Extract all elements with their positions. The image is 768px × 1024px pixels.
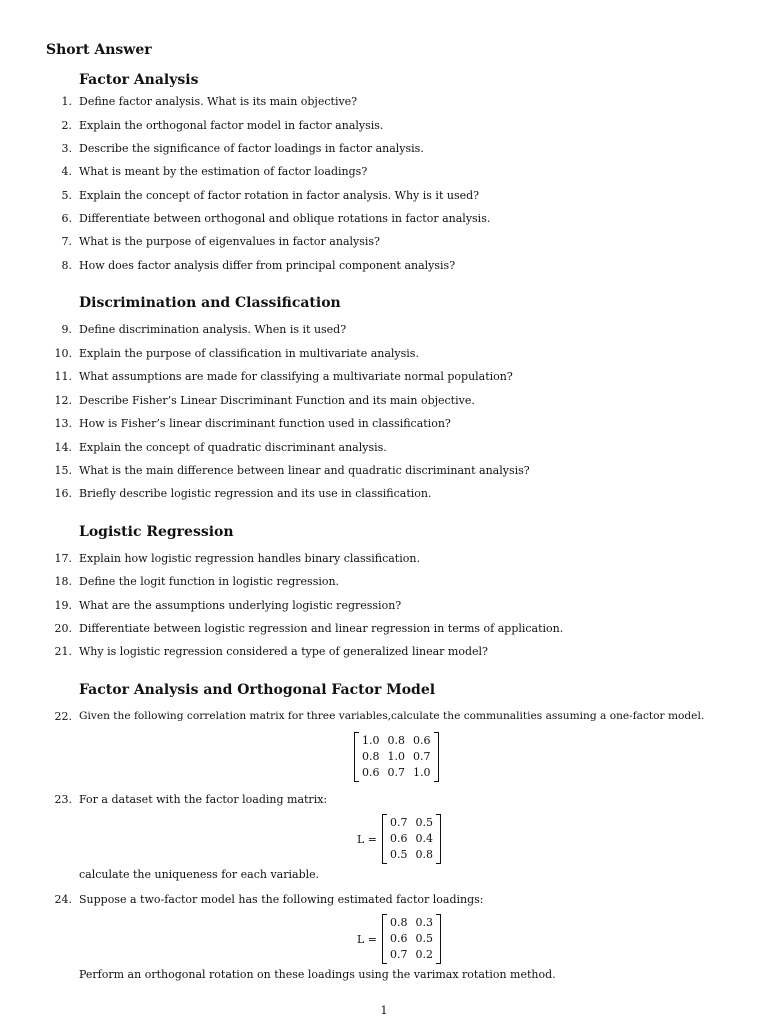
factor-loading-matrix-23	[357, 814, 441, 864]
document-page: Short Answer Factor Analysis 1. Define factor analysis. What is its main objective? 2. Explain the orthogonal factor model in factor analysis. 3. Describe the significance of factor loadings in factor analysis. 4. What is meant by the estimation of factor loadings? 5. Explain the concept of factor rotation in factor analysis. Why is it used? 6. Differentiate between orthogonal and oblique rotations in factor analysis. 7. What is the purpose of eigenvalues in factor analysis? 8. How does factor analysis differ from principal component analysis? Discrimination and Classification 9. Define discrimination analysis. When is it used? 10. Explain the purpose of classification in multivariate analysis. 11. What assumptions are made for classifying a multivariate normal population? 12. Describe Fisher’s Linear Discriminant Function and its main objective. 13. How is Fisher’s linear discriminant function used in classification? 14. Explain the concept of quadratic discriminant analysis. 15. What is the main difference between linear and quadratic discriminant analysis? 16. Briefly describe logistic regression and its use in classification. Logistic Regression 17. Explain how logistic regression handles binary classification. 18. Define the logit function in logistic regression. 19. What are the assumptions underlying logistic regression? 20. Differentiate between logistic regression and linear regression in terms of application. 21. Why is logistic regression considered a type of generalized linear model? Factor Analysis and Orthogonal Factor Model 22. Given the following correlation matrix for three variables,calculate the communalities assuming a one-factor model. 1.0 0.8 0.6 0.8 1.0 0.7 0.6 0.7 1.0 23. For a dataset with the factor loading matrix: L = 0.7 0.5 0.6 0.4 0.5 0.8 calculate the uniqueness for each variable. 24. Suppose a two-factor model has the following estimated factor loadings: L = 0.8 0.3 0.6 0.5 0.7 0.2 Perform an orthogonal rotation on these loadings using the varimax rotation method. 1	[0, 0, 768, 1024]
section-title-logistic-regression: Logistic Regression	[79, 524, 234, 540]
matrix-brackets: 0.8 0.3 0.6 0.5 0.7 0.2	[382, 914, 441, 964]
page-heading: Short Answer	[46, 42, 152, 58]
matrix-brackets: 1.0 0.8 0.6 0.8 1.0 0.7 0.6 0.7 1.0	[354, 732, 439, 782]
paragraph-text: Perform an orthogonal rotation on these loadings using the varimax rotation method.	[79, 968, 556, 981]
paragraph-text: calculate the uniqueness for each variable.	[79, 868, 320, 881]
section-title-discrimination: Discrimination and Classification	[79, 295, 341, 311]
section-title-factor-analysis: Factor Analysis	[79, 72, 199, 88]
matrix-label: L =	[357, 832, 378, 846]
matrix-label: L =	[357, 932, 378, 946]
section-title-orthogonal-factor-model: Factor Analysis and Orthogonal Factor Model	[79, 682, 436, 698]
matrix-brackets: 0.7 0.5 0.6 0.4 0.5 0.8	[382, 814, 441, 864]
factor-loading-matrix-24	[357, 914, 441, 964]
correlation-matrix	[354, 732, 439, 782]
page-number: 1	[380, 1004, 388, 1017]
